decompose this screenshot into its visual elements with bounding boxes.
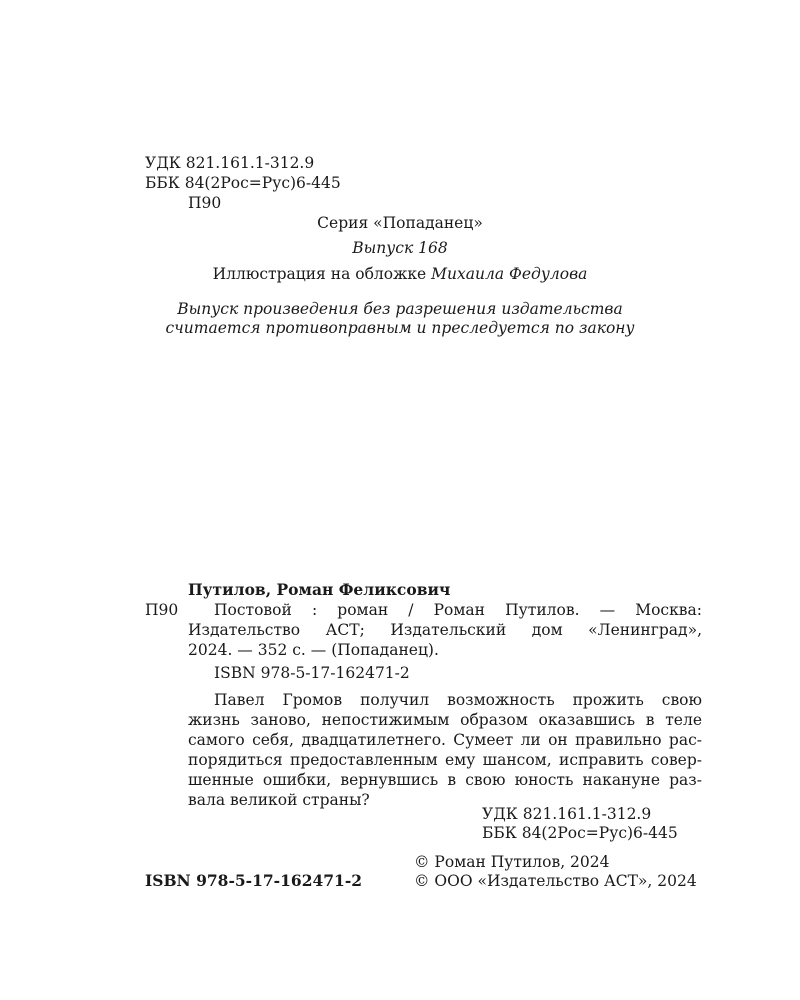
author-heading: Путилов, Роман Феликсович xyxy=(188,580,451,599)
illustration-credit xyxy=(0,264,800,284)
illustration-prefix: Иллюстрация на обложке xyxy=(212,265,432,283)
illustrator-name: Михаила Федулова xyxy=(431,265,588,283)
isbn-footer: ISBN 978-5-17-162471-2 xyxy=(145,871,363,890)
copyright-author: © Роман Путилов, 2024 xyxy=(414,853,610,871)
udk-code-top: УДК 821.161.1-312.9 xyxy=(145,154,315,172)
annotation-line: шенные ошибки, вернувшись в свою юность накануне раз- xyxy=(188,771,702,789)
description-line-2: Издательство АСТ; Издательский дом «Ленинград», xyxy=(188,621,702,639)
annotation-line: вала великой страны? xyxy=(188,791,370,809)
warning-line-2: считается противоправным и преследуется по закону xyxy=(165,319,635,337)
annotation-line: жизнь заново, непостижимым образом оказавшись в теле xyxy=(188,711,702,729)
author-mark: П90 xyxy=(145,601,179,619)
copyright-publisher: © ООО «Издательство АСТ», 2024 xyxy=(414,872,697,890)
description-line-3: 2024. — 352 с. — (Попаданец). xyxy=(188,641,439,659)
series-label: Серия «Попаданец» xyxy=(317,214,483,232)
annotation-line: самого себя, двадцатилетнего. Сумеет ли он правильно рас- xyxy=(188,731,702,749)
bbk-code-top: ББК 84(2Рос=Рус)6-445 xyxy=(145,174,341,192)
warning-line-1: Выпуск произведения без разрешения издательства xyxy=(177,300,623,318)
annotation-line: порядиться предоставленным ему шансом, исправить совер- xyxy=(188,751,702,769)
udk-code-card: УДК 821.161.1-312.9 xyxy=(482,805,652,823)
isbn-card: ISBN 978-5-17-162471-2 xyxy=(214,664,410,682)
description-line-1: Постовой : роман / Роман Путилов. — Москва: xyxy=(214,601,702,619)
bbk-code-card: ББК 84(2Рос=Рус)6-445 xyxy=(482,824,678,842)
annotation-line: Павел Громов получил возможность прожить свою xyxy=(214,691,702,709)
annotation xyxy=(188,690,702,810)
series-issue: Выпуск 168 xyxy=(352,239,448,257)
author-mark-top: П90 xyxy=(188,194,222,212)
